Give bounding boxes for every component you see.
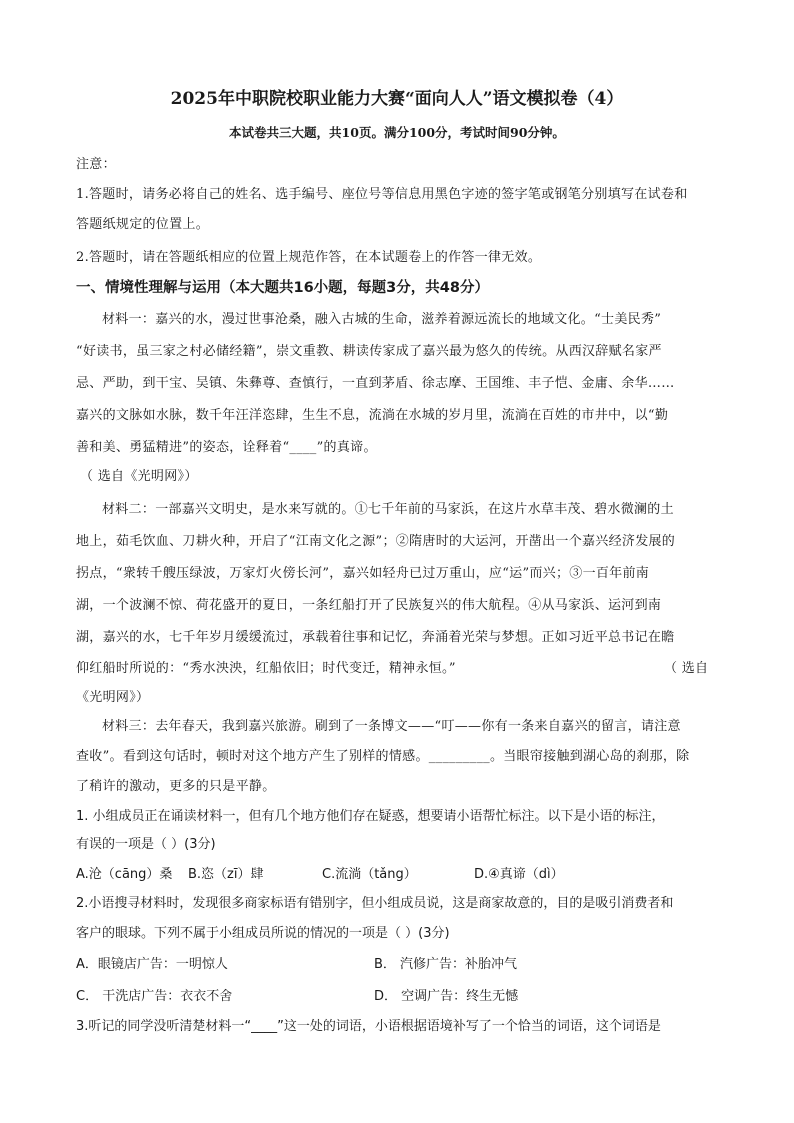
material-2-line: 仰红船时所说的：“秀水泱泱，红船依旧；时代变迁，精神永恒。”: [76, 661, 456, 676]
question-2-option-c: C． 干洗店广告：衣衣不舍: [76, 989, 233, 1004]
material-1-line: 材料一：嘉兴的水，漫过世事沧桑，融入古城的生命，滋养着源远流长的地域文化。“士美民秀”: [102, 312, 662, 327]
question-1-option-c: C.流淌（tǎng）: [322, 867, 417, 882]
material-3-line: 了稍许的激动，更多的只是平静。: [76, 779, 276, 794]
question-2-option-b: B． 汽修广告：补胎冲气: [374, 957, 518, 972]
question-1-line-1: 1. 小组成员正在诵读材料一，但有几个地方他们存在疑惑，想要请小语帮忙标注。以下是小语的标注，: [76, 809, 665, 824]
material-1-source: （ 选自《光明网》）: [80, 469, 198, 484]
question-2-line-2: 客户的眼球。下列不属于小组成员所说的情况的一项是（ ）(3分): [76, 926, 450, 941]
material-2-line: 湖，嘉兴的水，七千年岁月缓缓流过，承载着往事和记忆，奔涌着光荣与梦想。正如习近平总书记在瞻: [76, 630, 675, 645]
notice-item-2: 2.答题时，请在答题纸相应的位置上规范作答，在本试题卷上的作答一律无效。: [76, 250, 542, 265]
question-1-option-a: A.沧（cāng）桑: [76, 867, 173, 882]
notice-item-1-line-1: 1.答题时，请务必将自己的姓名、选手编号、座位号等信息用黑色字迹的签字笔或钢笔分别填写在试卷和: [76, 187, 688, 202]
material-2-line: 湖，一个波澜不惊、荷花盛开的夏日，一条红船打开了民族复兴的伟大航程。④从马家浜、运河到南: [76, 598, 662, 613]
question-1-line-2: 有误的一项是（ ）(3分): [76, 837, 216, 852]
question-2-option-a: A．眼镜店广告：一明惊人: [76, 957, 228, 972]
material-1-line: 忌、严助，到干宝、吴镇、朱彝尊、查慎行，一直到茅盾、徐志摩、王国维、丰子恺、金庸、余华……: [76, 376, 675, 391]
question-1-option-b: B.恣（zī）肆: [188, 867, 264, 882]
material-2-source-a: （ 选自: [664, 661, 709, 676]
material-2-line: 拐点，“衆转千艘压绿波，万家灯火傍长河”，嘉兴如轻舟已过万重山，应“运”而兴；③一百年前南: [76, 566, 650, 581]
notice-label: 注意：: [76, 157, 116, 172]
question-1-option-d: D.④真谛（dì）: [474, 867, 564, 882]
material-2-line: 地上，茹毛饮血、刀耕火种，开启了“江南文化之源”；②隋唐时的大运河，开凿出一个嘉兴经济发展的: [76, 534, 676, 549]
page-subtitle: 本试卷共三大题，共10页。满分100分，考试时间90分钟。: [229, 125, 565, 140]
material-2-line: 材料二：一部嘉兴文明史，是水来写就的。①七千年前的马家浜，在这片水草丰茂、碧水微澜的土: [102, 502, 674, 517]
material-2-source-b: 《光明网》）: [76, 690, 150, 705]
section-1-heading: 一、情境性理解与运用（本大题共16小题，每题3分，共48分）: [76, 280, 489, 296]
question-2-option-d: D． 空调广告：终生无憾: [374, 989, 519, 1004]
material-1-line: 善和美、勇猛精进”的姿态，诠释着“____”的真谛。: [76, 440, 377, 455]
material-1-line: 嘉兴的文脉如水脉，数千年汪洋恣肆，生生不息，流淌在水城的岁月里，流淌在百姓的市井中，以“勤: [76, 408, 669, 423]
material-1-line: “好读书，虽三家之村必储经籍”，崇文重教、耕读传家成了嘉兴最为悠久的传统。从西汉辞赋名家严: [76, 344, 662, 359]
question-3-line-1: 3.听记的同学没听清楚材料一“____”这一处的词语，小语根据语境补写了一个恰当的词语，这个词语是: [76, 1019, 661, 1034]
question-2-line-1: 2.小语搜寻材料时，发现很多商家标语有错别字，但小组成员说，这是商家故意的，目的是吸引消费者和: [76, 896, 674, 911]
page-title: 2025年中职院校职业能力大赛“面向人人”语文模拟卷（4）: [170, 89, 624, 109]
material-3-line: 材料三：去年春天，我到嘉兴旅游。刷到了一条博文——“叮——你有一条来自嘉兴的留言，请注意: [102, 719, 681, 734]
notice-item-1-line-2: 答题纸规定的位置上。: [76, 217, 210, 232]
material-3-line: 查收”。看到这句话时，顿时对这个地方产生了别样的情感。_________。当眼帘接触到湖心岛的刹那，除: [76, 749, 690, 764]
